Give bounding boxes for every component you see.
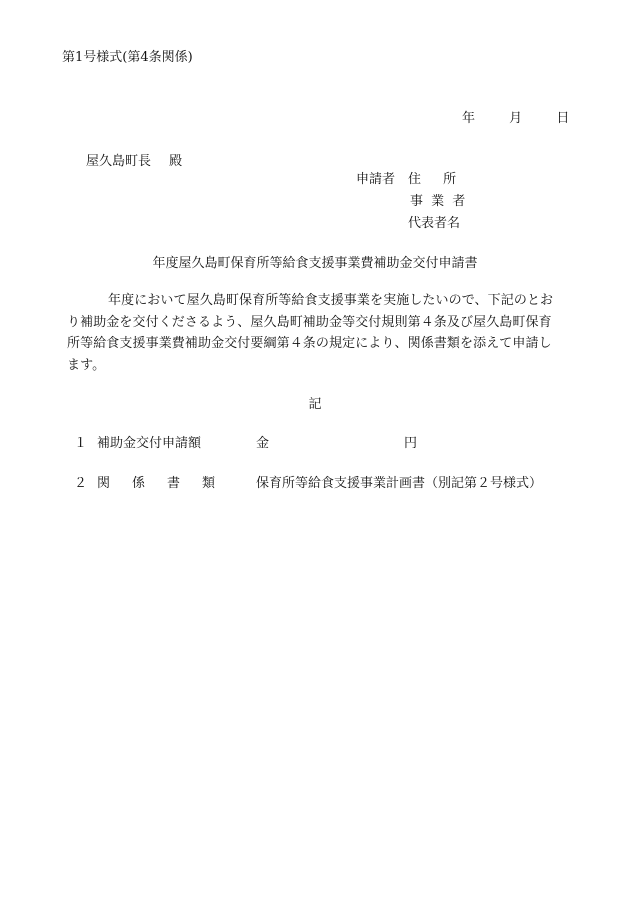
item-1-label: 補助金交付申請額 (97, 436, 202, 451)
body-paragraph: 年度において屋久島町保育所等給食支援事業を実施したいので、下記のとおり補助金を交付くださるよう、屋久島町補助金等交付規則第４条及び屋久島町保育所等給食支援事業費補助金交付要綱第４条の規定により、関係書類を添えて申請します。 (67, 293, 554, 373)
applicant-label: 申請者 (356, 172, 396, 187)
form-number: 第1号様式(第4条関係) (62, 50, 193, 65)
item-2-label-char: 係 (132, 476, 146, 491)
applicant-address-label (408, 171, 456, 189)
item-2-label-char: 類 (202, 476, 216, 491)
applicant-business-label: 事 業 者 (410, 194, 468, 209)
date-line (462, 110, 569, 128)
item-1-suffix: 円 (404, 436, 418, 451)
address-char-1: 住 (408, 172, 422, 187)
date-month-label: 月 (509, 111, 523, 126)
document-title: 年度屋久島町保育所等給食支援事業費補助金交付申請書 (152, 256, 478, 271)
item-2-label (97, 475, 215, 493)
ki-heading: 記 (308, 397, 322, 412)
addressee-name: 屋久島町長 (86, 154, 152, 169)
item-2-number: ２ (74, 476, 88, 491)
addressee (86, 153, 182, 171)
item-1-number: １ (74, 436, 88, 451)
item-2-label-char: 関 (97, 476, 111, 491)
address-char-2: 所 (443, 172, 457, 187)
date-year-label: 年 (462, 111, 476, 126)
applicant-representative-label: 代表者名 (408, 216, 461, 231)
date-day-label: 日 (556, 111, 570, 126)
addressee-honorific: 殿 (169, 154, 183, 169)
item-1-prefix: 金 (256, 436, 270, 451)
item-2-label-char: 書 (167, 476, 181, 491)
item-2-value: 保育所等給食支援事業計画書（別記第２号様式） (256, 476, 543, 491)
